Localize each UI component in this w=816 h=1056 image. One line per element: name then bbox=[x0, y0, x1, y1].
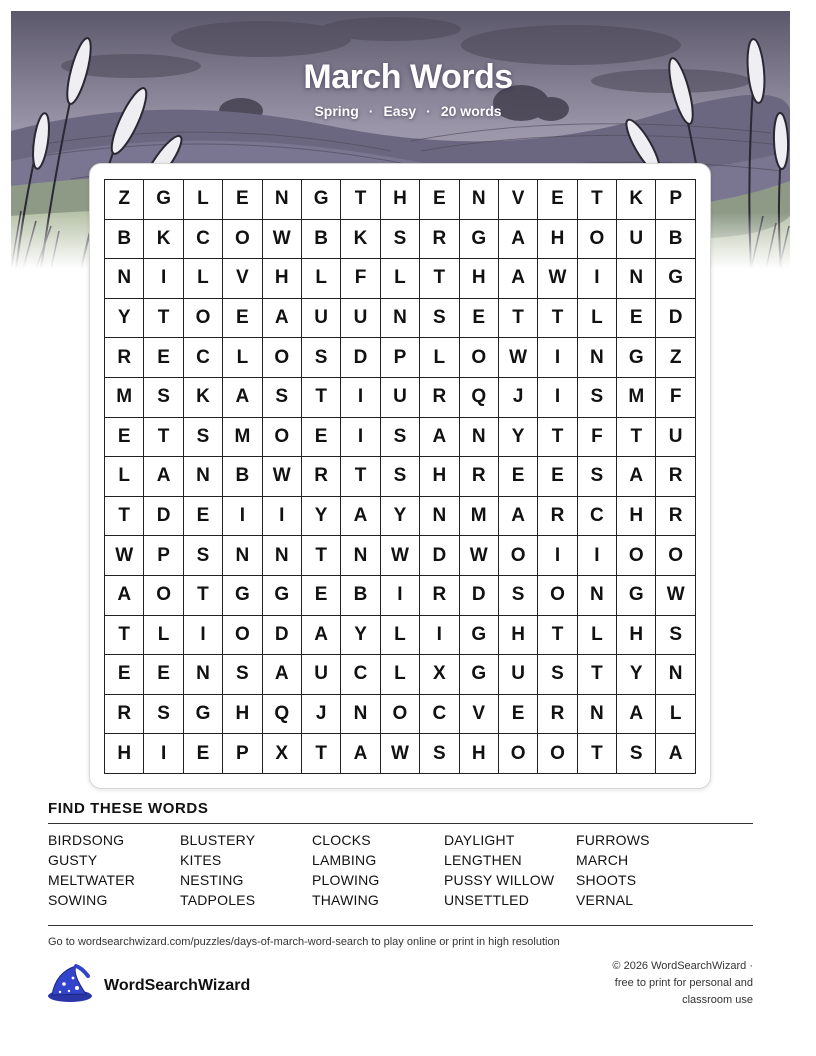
difficulty-label: Easy bbox=[383, 103, 417, 119]
grid-cell: R bbox=[105, 338, 144, 378]
grid-cell: W bbox=[499, 338, 538, 378]
grid-cell: W bbox=[538, 259, 577, 299]
grid-cell: A bbox=[341, 497, 380, 537]
grid-cell: S bbox=[184, 536, 223, 576]
word-list-item: LENGTHEN bbox=[444, 852, 522, 868]
grid-cell: W bbox=[263, 220, 302, 260]
grid-cell: Y bbox=[499, 418, 538, 458]
puzzle-meta bbox=[0, 103, 816, 119]
grid-cell: X bbox=[263, 734, 302, 774]
grid-cell: U bbox=[341, 299, 380, 339]
word-list-item: TADPOLES bbox=[180, 892, 256, 908]
grid-cell: U bbox=[381, 378, 420, 418]
grid-cell: A bbox=[499, 497, 538, 537]
grid-cell: T bbox=[617, 418, 656, 458]
grid-cell: N bbox=[460, 180, 499, 220]
grid-cell: D bbox=[460, 576, 499, 616]
grid-cell: E bbox=[105, 655, 144, 695]
wizard-hat-icon bbox=[46, 962, 94, 1009]
word-list-item: PLOWING bbox=[312, 872, 380, 888]
grid-cell: H bbox=[460, 734, 499, 774]
grid-cell: G bbox=[617, 338, 656, 378]
grid-cell: S bbox=[223, 655, 262, 695]
grid-cell: U bbox=[617, 220, 656, 260]
word-list-item: UNSETTLED bbox=[444, 892, 530, 908]
grid-cell: T bbox=[420, 259, 459, 299]
grid-cell: N bbox=[184, 457, 223, 497]
grid-cell: O bbox=[499, 536, 538, 576]
grid-cell: H bbox=[617, 616, 656, 656]
grid-cell: O bbox=[538, 576, 577, 616]
grid-cell: N bbox=[381, 299, 420, 339]
grid-cell: V bbox=[460, 695, 499, 735]
grid-cell: L bbox=[381, 259, 420, 299]
grid-cell: L bbox=[302, 259, 341, 299]
grid-cell: K bbox=[144, 220, 183, 260]
grid-cell: S bbox=[381, 457, 420, 497]
grid-cell: O bbox=[144, 576, 183, 616]
grid-cell: T bbox=[578, 734, 617, 774]
grid-cell: O bbox=[381, 695, 420, 735]
grid-cell: T bbox=[538, 299, 577, 339]
word-list-item: FURROWS bbox=[576, 832, 650, 848]
grid-cell: D bbox=[420, 536, 459, 576]
grid-cell: I bbox=[420, 616, 459, 656]
grid-cell: E bbox=[144, 338, 183, 378]
grid-cell: A bbox=[341, 734, 380, 774]
grid-cell: F bbox=[656, 378, 695, 418]
grid-cell: L bbox=[381, 655, 420, 695]
grid-cell: E bbox=[538, 180, 577, 220]
meta-separator: · bbox=[426, 103, 431, 119]
grid-cell: P bbox=[144, 536, 183, 576]
grid-cell: R bbox=[420, 378, 459, 418]
grid-cell: A bbox=[223, 378, 262, 418]
grid-cell: A bbox=[617, 695, 656, 735]
grid-cell: M bbox=[223, 418, 262, 458]
grid-cell: H bbox=[420, 457, 459, 497]
grid-cell: I bbox=[223, 497, 262, 537]
grid-cell: I bbox=[144, 734, 183, 774]
grid-cell: I bbox=[184, 616, 223, 656]
grid-cell: R bbox=[420, 220, 459, 260]
grid-cell: T bbox=[578, 655, 617, 695]
grid-cell: I bbox=[341, 378, 380, 418]
grid-cell: I bbox=[578, 259, 617, 299]
word-list-item: KITES bbox=[180, 852, 222, 868]
grid-cell: H bbox=[617, 497, 656, 537]
grid-cell: E bbox=[144, 655, 183, 695]
word-list-item: BLUSTERY bbox=[180, 832, 256, 848]
word-list-item: NESTING bbox=[180, 872, 244, 888]
grid-cell: N bbox=[656, 655, 695, 695]
grid-cell: N bbox=[578, 338, 617, 378]
grid-cell: A bbox=[144, 457, 183, 497]
grid-cell: O bbox=[538, 734, 577, 774]
grid-cell: L bbox=[578, 616, 617, 656]
grid-cell: T bbox=[341, 457, 380, 497]
grid-cell: S bbox=[656, 616, 695, 656]
grid-cell: R bbox=[656, 457, 695, 497]
grid-cell: T bbox=[341, 180, 380, 220]
grid-cell: R bbox=[460, 457, 499, 497]
grid-cell: G bbox=[617, 576, 656, 616]
grid-cell: A bbox=[420, 418, 459, 458]
grid-cell: N bbox=[184, 655, 223, 695]
grid-cell: N bbox=[263, 536, 302, 576]
grid-cell: L bbox=[656, 695, 695, 735]
grid-cell: C bbox=[578, 497, 617, 537]
grid-cell: T bbox=[578, 180, 617, 220]
grid-cell: T bbox=[302, 734, 341, 774]
grid-cell: O bbox=[460, 338, 499, 378]
grid-cell: U bbox=[302, 299, 341, 339]
grid-cell: T bbox=[144, 299, 183, 339]
grid-cell: E bbox=[302, 576, 341, 616]
grid-cell: G bbox=[263, 576, 302, 616]
word-list-item: MARCH bbox=[576, 852, 629, 868]
grid-cell: S bbox=[381, 220, 420, 260]
grid-cell: S bbox=[578, 378, 617, 418]
grid-cell: Q bbox=[263, 695, 302, 735]
grid-cell: O bbox=[263, 338, 302, 378]
grid-cell: R bbox=[538, 497, 577, 537]
grid-cell: W bbox=[105, 536, 144, 576]
grid-cell: D bbox=[263, 616, 302, 656]
grid-cell: G bbox=[460, 655, 499, 695]
grid-cell: N bbox=[460, 418, 499, 458]
letter-grid bbox=[104, 179, 696, 774]
puzzle-title: March Words bbox=[303, 58, 513, 96]
grid-cell: H bbox=[223, 695, 262, 735]
grid-cell: K bbox=[184, 378, 223, 418]
grid-cell: Z bbox=[105, 180, 144, 220]
grid-cell: S bbox=[538, 655, 577, 695]
grid-cell: S bbox=[263, 378, 302, 418]
grid-cell: T bbox=[144, 418, 183, 458]
word-list-item: BIRDSONG bbox=[48, 832, 125, 848]
grid-cell: E bbox=[499, 457, 538, 497]
word-list-item: PUSSY WILLOW bbox=[444, 872, 555, 888]
grid-cell: G bbox=[223, 576, 262, 616]
grid-cell: T bbox=[499, 299, 538, 339]
grid-cell: Q bbox=[460, 378, 499, 418]
grid-cell: L bbox=[144, 616, 183, 656]
grid-cell: K bbox=[617, 180, 656, 220]
grid-cell: U bbox=[499, 655, 538, 695]
grid-cell: S bbox=[499, 576, 538, 616]
grid-cell: I bbox=[538, 338, 577, 378]
grid-cell: E bbox=[302, 418, 341, 458]
word-list-item: SHOOTS bbox=[576, 872, 637, 888]
grid-cell: O bbox=[499, 734, 538, 774]
grid-cell: M bbox=[460, 497, 499, 537]
word-list-item: VERNAL bbox=[576, 892, 634, 908]
divider bbox=[48, 925, 753, 926]
grid-cell: S bbox=[381, 418, 420, 458]
grid-cell: C bbox=[184, 220, 223, 260]
grid-cell: F bbox=[341, 259, 380, 299]
grid-cell: N bbox=[578, 576, 617, 616]
grid-cell: N bbox=[105, 259, 144, 299]
grid-cell: X bbox=[420, 655, 459, 695]
season-label: Spring bbox=[314, 103, 359, 119]
grid-cell: K bbox=[341, 220, 380, 260]
grid-cell: D bbox=[341, 338, 380, 378]
grid-cell: A bbox=[105, 576, 144, 616]
word-list-item: DAYLIGHT bbox=[444, 832, 515, 848]
grid-cell: G bbox=[144, 180, 183, 220]
divider bbox=[48, 823, 753, 824]
grid-cell: R bbox=[105, 695, 144, 735]
grid-cell: L bbox=[578, 299, 617, 339]
play-online-note: Go to wordsearchwizard.com/puzzles/days-of-march-word-search to play online or print in high resolution bbox=[48, 936, 560, 948]
grid-cell: E bbox=[617, 299, 656, 339]
word-count-label: 20 words bbox=[440, 103, 502, 119]
grid-cell: L bbox=[184, 180, 223, 220]
meta-separator: · bbox=[368, 103, 374, 119]
grid-cell: P bbox=[223, 734, 262, 774]
grid-cell: A bbox=[263, 299, 302, 339]
grid-cell: M bbox=[617, 378, 656, 418]
grid-cell: W bbox=[381, 536, 420, 576]
grid-cell: Y bbox=[105, 299, 144, 339]
grid-cell: S bbox=[420, 734, 459, 774]
grid-cell: L bbox=[420, 338, 459, 378]
grid-cell: W bbox=[460, 536, 499, 576]
grid-cell: E bbox=[184, 497, 223, 537]
word-list-heading: FIND THESE WORDS bbox=[48, 800, 209, 817]
grid-cell: H bbox=[460, 259, 499, 299]
grid-cell: G bbox=[460, 220, 499, 260]
grid-cell: O bbox=[263, 418, 302, 458]
grid-cell: O bbox=[578, 220, 617, 260]
grid-cell: I bbox=[341, 418, 380, 458]
grid-cell: Y bbox=[381, 497, 420, 537]
grid-cell: H bbox=[263, 259, 302, 299]
grid-cell: N bbox=[263, 180, 302, 220]
grid-cell: H bbox=[105, 734, 144, 774]
grid-cell: W bbox=[263, 457, 302, 497]
grid-cell: V bbox=[499, 180, 538, 220]
grid-cell: N bbox=[341, 695, 380, 735]
grid-cell: T bbox=[538, 418, 577, 458]
grid-cell: I bbox=[538, 536, 577, 576]
grid-cell: L bbox=[223, 338, 262, 378]
grid-cell: B bbox=[223, 457, 262, 497]
grid-cell: M bbox=[105, 378, 144, 418]
grid-cell: C bbox=[184, 338, 223, 378]
grid-cell: H bbox=[538, 220, 577, 260]
grid-cell: A bbox=[263, 655, 302, 695]
grid-cell: H bbox=[499, 616, 538, 656]
grid-cell: T bbox=[105, 616, 144, 656]
grid-cell: U bbox=[656, 418, 695, 458]
brand-name: WordSearchWizard bbox=[104, 976, 251, 994]
grid-cell: D bbox=[144, 497, 183, 537]
grid-cell: B bbox=[105, 220, 144, 260]
grid-cell: D bbox=[656, 299, 695, 339]
word-list-item: CLOCKS bbox=[312, 832, 371, 848]
grid-cell: E bbox=[460, 299, 499, 339]
grid-cell: S bbox=[144, 695, 183, 735]
copyright-note: © 2026 WordSearchWizard · free to print for personal and classroom use bbox=[612, 960, 753, 1006]
grid-cell: S bbox=[184, 418, 223, 458]
grid-cell: G bbox=[184, 695, 223, 735]
grid-cell: W bbox=[381, 734, 420, 774]
grid-cell: E bbox=[499, 695, 538, 735]
grid-cell: I bbox=[538, 378, 577, 418]
grid-cell: E bbox=[105, 418, 144, 458]
word-list-item: GUSTY bbox=[48, 852, 98, 868]
grid-cell: O bbox=[184, 299, 223, 339]
word-list-item: MELTWATER bbox=[48, 872, 136, 888]
grid-cell: R bbox=[302, 457, 341, 497]
grid-cell: P bbox=[656, 180, 695, 220]
grid-cell: T bbox=[302, 378, 341, 418]
grid-cell: B bbox=[341, 576, 380, 616]
grid-cell: A bbox=[499, 220, 538, 260]
grid-cell: N bbox=[578, 695, 617, 735]
grid-cell: A bbox=[302, 616, 341, 656]
grid-cell: G bbox=[656, 259, 695, 299]
grid-cell: S bbox=[617, 734, 656, 774]
grid-cell: I bbox=[381, 576, 420, 616]
word-list-item: SOWING bbox=[48, 892, 108, 908]
grid-cell: U bbox=[302, 655, 341, 695]
grid-cell: W bbox=[656, 576, 695, 616]
grid-cell: C bbox=[420, 695, 459, 735]
grid-cell: L bbox=[381, 616, 420, 656]
grid-cell: N bbox=[617, 259, 656, 299]
grid-cell: Y bbox=[302, 497, 341, 537]
grid-cell: O bbox=[223, 220, 262, 260]
grid-cell: Y bbox=[341, 616, 380, 656]
grid-cell: R bbox=[656, 497, 695, 537]
grid-cell: B bbox=[302, 220, 341, 260]
grid-cell: T bbox=[105, 497, 144, 537]
grid-cell: E bbox=[223, 180, 262, 220]
grid-cell: A bbox=[499, 259, 538, 299]
grid-cell: P bbox=[381, 338, 420, 378]
grid-cell: R bbox=[420, 576, 459, 616]
word-list-item: THAWING bbox=[312, 892, 379, 908]
grid-cell: S bbox=[578, 457, 617, 497]
grid-cell: T bbox=[302, 536, 341, 576]
grid-cell: O bbox=[617, 536, 656, 576]
grid-cell: T bbox=[538, 616, 577, 656]
grid-cell: T bbox=[184, 576, 223, 616]
grid-cell: G bbox=[460, 616, 499, 656]
grid-cell: L bbox=[184, 259, 223, 299]
word-list bbox=[48, 832, 708, 912]
grid-cell: E bbox=[420, 180, 459, 220]
grid-cell: E bbox=[184, 734, 223, 774]
brand bbox=[46, 962, 250, 1009]
grid-cell: N bbox=[223, 536, 262, 576]
grid-cell: B bbox=[656, 220, 695, 260]
grid-cell: N bbox=[341, 536, 380, 576]
grid-cell: Z bbox=[656, 338, 695, 378]
word-list-item: LAMBING bbox=[312, 852, 377, 868]
grid-cell: S bbox=[420, 299, 459, 339]
grid-cell: S bbox=[144, 378, 183, 418]
grid-cell: I bbox=[144, 259, 183, 299]
grid-cell: Y bbox=[617, 655, 656, 695]
grid-cell: V bbox=[223, 259, 262, 299]
grid-cell: C bbox=[341, 655, 380, 695]
grid-cell: F bbox=[578, 418, 617, 458]
grid-cell: E bbox=[223, 299, 262, 339]
grid-cell: J bbox=[302, 695, 341, 735]
grid-cell: O bbox=[656, 536, 695, 576]
grid-cell: I bbox=[263, 497, 302, 537]
grid-cell: O bbox=[223, 616, 262, 656]
grid-cell: N bbox=[420, 497, 459, 537]
grid-cell: G bbox=[302, 180, 341, 220]
grid-cell: A bbox=[617, 457, 656, 497]
grid-cell: L bbox=[105, 457, 144, 497]
grid-cell: I bbox=[578, 536, 617, 576]
grid-cell: J bbox=[499, 378, 538, 418]
grid-cell: S bbox=[302, 338, 341, 378]
grid-cell: E bbox=[538, 457, 577, 497]
grid-cell: R bbox=[538, 695, 577, 735]
grid-cell: A bbox=[656, 734, 695, 774]
grid-cell: H bbox=[381, 180, 420, 220]
